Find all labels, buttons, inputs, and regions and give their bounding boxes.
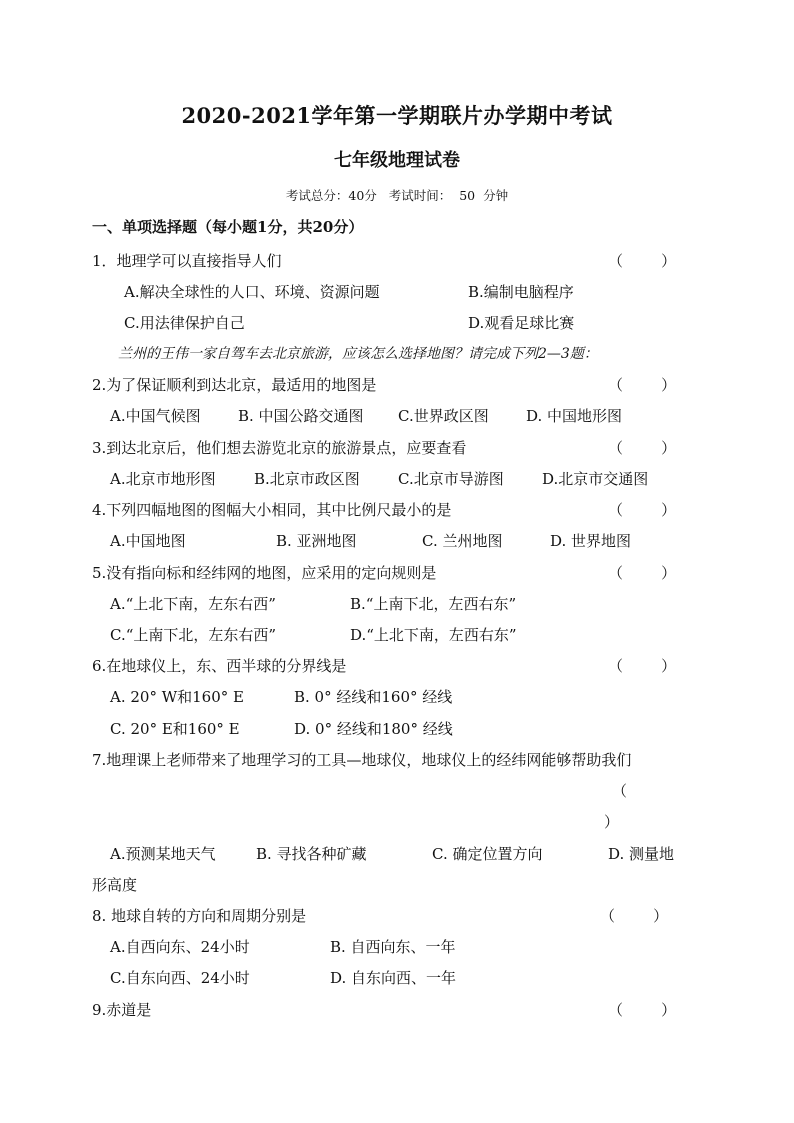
option: A.中国地图 (110, 532, 186, 550)
question-stem: 2.为了保证顺利到达北京，最适用的地图是 (92, 376, 377, 394)
option: A.中国气候图 (110, 407, 201, 425)
option: B.“上南下北，左西右东” (350, 595, 517, 613)
option: B. 寻找各种矿藏 (256, 845, 367, 863)
answer-paren: （ ） (608, 252, 677, 270)
option: B.北京市政区图 (254, 470, 360, 488)
question-stem: 6.在地球仪上，东、西半球的分界线是 (92, 657, 347, 675)
answer-paren: （ ） (608, 439, 677, 457)
answer-paren: （ ） (608, 564, 677, 582)
option: B. 0° 经线和160° 经线 (294, 688, 453, 706)
exam-title: 2020-2021学年第一学期联片办学期中考试 (181, 103, 613, 128)
option: C.世界政区图 (398, 407, 489, 425)
question-stem: 3.到达北京后，他们想去游览北京的旅游景点，应要查看 (92, 439, 467, 457)
option: D. 世界地图 (550, 532, 632, 550)
option: C.用法律保护自己 (124, 314, 245, 332)
option: A.北京市地形图 (110, 470, 216, 488)
option: B.编制电脑程序 (468, 283, 574, 301)
option-wrap: 形高度 (92, 876, 138, 894)
answer-paren: （ ） (608, 657, 677, 675)
option: D.观看足球比赛 (468, 314, 575, 332)
answer-paren: （ ） (608, 1001, 677, 1019)
exam-meta (0, 186, 794, 204)
option: D.“上北下南，左西右东” (350, 626, 517, 644)
option: C.“上南下北，左东右西” (110, 626, 277, 644)
answer-paren: （ ） (608, 376, 677, 394)
exam-time: 考试时间： 50 分钟 (388, 188, 509, 203)
answer-paren: （ ） (608, 501, 677, 519)
answer-paren-open: （ (612, 782, 628, 800)
option: C. 确定位置方向 (432, 845, 543, 863)
question-stem: 1．地理学可以直接指导人们 (92, 252, 282, 270)
option: A.“上北下南，左东右西” (110, 595, 276, 613)
option: D. 自东向西、一年 (330, 969, 457, 987)
option: C. 兰州地图 (422, 532, 503, 550)
option: B. 中国公路交通图 (238, 407, 364, 425)
question-stem: 8. 地球自转的方向和周期分别是 (92, 907, 307, 925)
option: A.解决全球性的人口、环境、资源问题 (124, 283, 380, 301)
answer-paren-close: ） (604, 813, 620, 831)
option: D. 测量地 (608, 845, 675, 863)
total-score: 考试总分：40分 (285, 188, 377, 203)
option: C.自东向西、24小时 (110, 969, 250, 987)
option: D.北京市交通图 (542, 470, 649, 488)
option: B. 亚洲地图 (276, 532, 357, 550)
option: D. 中国地形图 (526, 407, 623, 425)
section-heading: 一、单项选择题（每小题1分，共20分） (92, 218, 364, 236)
option: A.自西向东、24小时 (110, 938, 250, 956)
question-stem: 5.没有指向标和经纬网的地图，应采用的定向规则是 (92, 564, 437, 582)
option: A. 20° W和160° E (110, 688, 244, 706)
question-group-intro: 兰州的王伟一家自驾车去北京旅游，应该怎么选择地图？请完成下列2—3题： (118, 346, 598, 362)
option: C.北京市导游图 (398, 470, 504, 488)
question-stem: 7.地理课上老师带来了地理学习的工具—地球仪，地球仪上的经纬网能够帮助我们 (92, 751, 632, 769)
option: D. 0° 经线和180° 经线 (294, 720, 453, 738)
question-stem: 9.赤道是 (92, 1001, 152, 1019)
question-stem: 4.下列四幅地图的图幅大小相同，其中比例尺最小的是 (92, 501, 452, 519)
exam-subtitle: 七年级地理试卷 (334, 150, 460, 171)
answer-paren: （ ） (600, 907, 669, 925)
option: B. 自西向东、一年 (330, 938, 456, 956)
option: A.预测某地天气 (110, 845, 216, 863)
option: C. 20° E和160° E (110, 720, 240, 738)
